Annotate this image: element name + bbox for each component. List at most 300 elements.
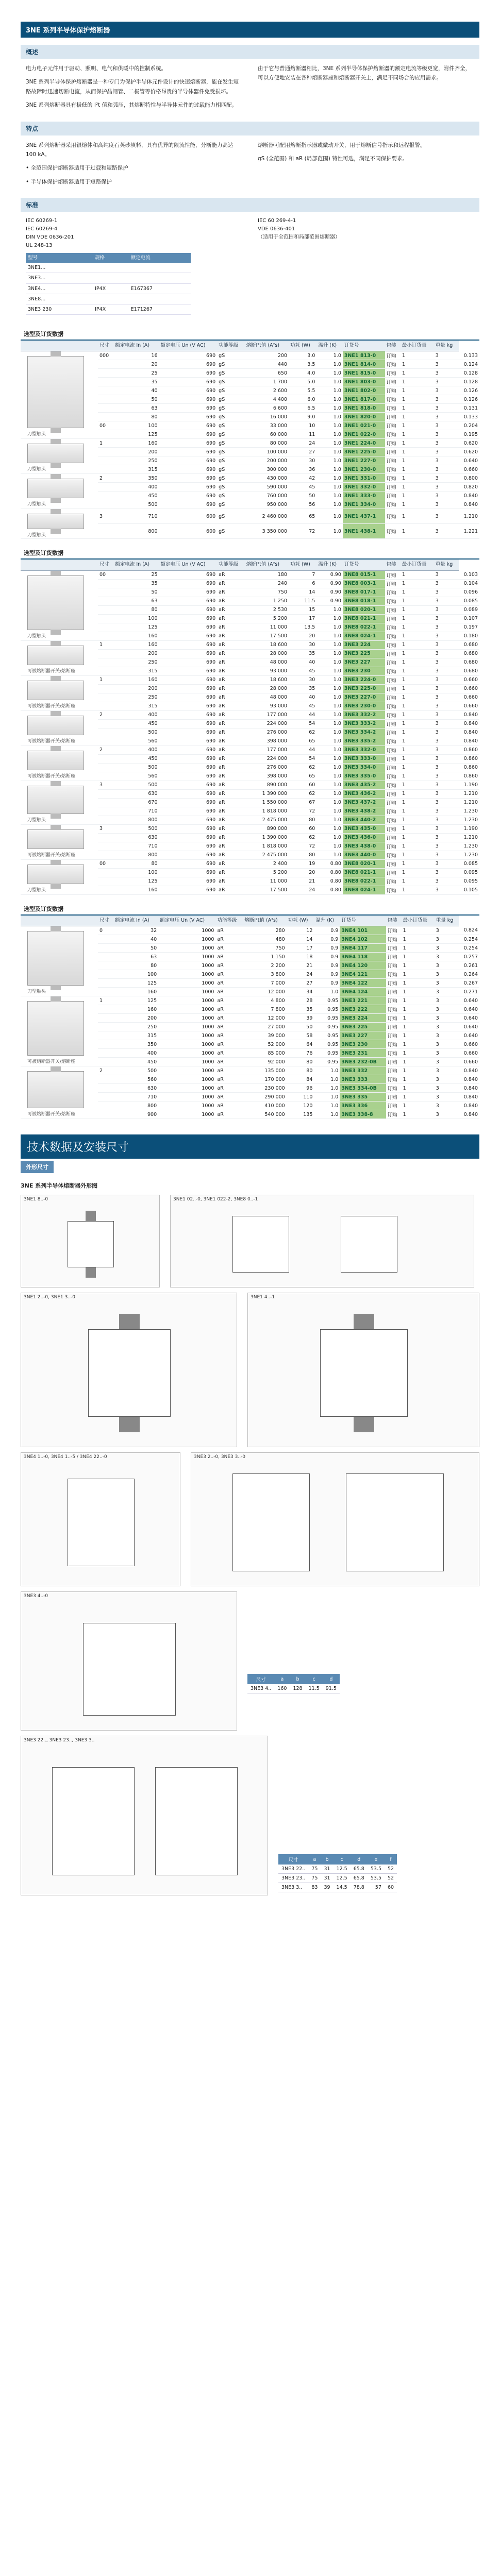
table-cell [98, 649, 113, 658]
table-cell: 0.660 [459, 465, 479, 474]
table-cell: 1 [401, 649, 434, 658]
table-cell: 7 [289, 570, 316, 579]
table-cell: 订购 [385, 772, 401, 781]
fuse-image [27, 751, 84, 770]
table-cell: 3 [435, 979, 459, 988]
drawing [191, 1452, 479, 1586]
table-cell: 1.0 [316, 386, 343, 395]
table-cell [98, 961, 113, 970]
table-cell: E171267 [129, 304, 191, 314]
table-cell: 400 [113, 483, 159, 492]
order-table-3 [21, 916, 479, 1119]
table-cell: gS [217, 524, 244, 539]
table-header: 功耗 (W) [289, 341, 316, 351]
table-cell: 订购 [385, 719, 401, 728]
table-cell: aR [217, 649, 244, 658]
header-row [247, 1674, 340, 1684]
table-cell: 0.80 [316, 868, 343, 877]
table-cell: 1 [401, 597, 434, 605]
table-cell: 35 [113, 579, 159, 588]
order-number: 3NE3 227 [340, 1031, 386, 1040]
table-header: b [321, 1854, 333, 1865]
table-cell [98, 935, 113, 944]
table-cell: 890 000 [245, 781, 289, 789]
table-cell: 690 [159, 605, 218, 614]
table-cell: 0.204 [459, 421, 479, 430]
table-cell: 11 000 [245, 877, 289, 886]
table-cell: 0.133 [459, 413, 479, 421]
table-header: 尺寸 [98, 341, 113, 351]
table-cell: 订购 [386, 1005, 402, 1014]
order-table-2-title: 选型及订货数据 [21, 547, 479, 560]
order-number: 3NE3 227 [343, 658, 385, 667]
table-cell: 0.9 [314, 944, 340, 953]
table-row [26, 263, 191, 273]
drawing-label: 3NE1 4..-1 [251, 1295, 275, 1300]
order-number: 3NE8 020-1 [343, 859, 385, 868]
table-cell: aR [215, 944, 243, 953]
table-cell: 1 [401, 816, 434, 824]
order-number: 3NE8 017-1 [343, 588, 385, 597]
table-cell: 630 [113, 1084, 158, 1093]
fuse-tab [119, 1314, 140, 1329]
drawing [21, 1452, 180, 1586]
table-cell: 690 [159, 378, 218, 386]
table-cell: 0.620 [459, 448, 479, 456]
table-cell: 0.271 [459, 988, 479, 996]
table-cell: 1 [401, 483, 434, 492]
table-cell: 订购 [386, 1084, 402, 1093]
table-cell: 1 [402, 1075, 435, 1084]
table-cell [98, 605, 113, 614]
table-cell: 1 [401, 492, 434, 500]
standards-section [21, 212, 479, 320]
table-cell: 0.131 [459, 404, 479, 413]
table-cell [98, 658, 113, 667]
table-cell [98, 1084, 113, 1093]
table-cell: 0.9 [314, 979, 340, 988]
product-image-cell [21, 570, 98, 640]
table-cell: 5.0 [289, 378, 316, 386]
table-cell: 1000 [158, 1031, 215, 1040]
table-cell: 订购 [385, 824, 401, 833]
table-cell: 12 000 [243, 1014, 287, 1023]
table-cell [98, 1049, 113, 1058]
table-cell: 690 [159, 588, 218, 597]
table-cell: 0.840 [459, 500, 479, 509]
table-row [247, 1684, 340, 1693]
table-cell: 14 [289, 588, 316, 597]
table-cell: 1 [402, 1084, 435, 1093]
table-cell: 6 [289, 579, 316, 588]
table-cell: 1000 [158, 988, 215, 996]
table-cell: 1.0 [316, 798, 343, 807]
image-col-header [21, 341, 98, 351]
order-number: 3NE1 332-0 [343, 483, 385, 492]
table-cell: 276 000 [245, 728, 289, 737]
table-cell: 280 [243, 926, 287, 935]
table-cell: 180 [245, 570, 289, 579]
table-cell: 18 [287, 953, 314, 961]
order-number: 3NE3 335-2 [343, 737, 385, 745]
table-cell: 12 000 [243, 988, 287, 996]
product-caption: 可被熔断器开关/熔断座 [27, 738, 76, 744]
table-cell: 0.620 [459, 439, 479, 448]
table-cell: 52 [385, 1865, 397, 1874]
standard-item: UL 248-13 [26, 243, 53, 248]
table-cell: aR [217, 632, 244, 640]
table-cell [98, 1075, 113, 1084]
table-cell: gS [217, 430, 244, 439]
order-number: 3NE1 818-0 [343, 404, 385, 413]
table-cell: 1000 [158, 935, 215, 944]
table-row [278, 1883, 397, 1892]
order-number: 3NE1 813-0 [343, 351, 385, 360]
table-cell: 1 [402, 1014, 435, 1023]
table-cell: 0.9 [314, 970, 340, 979]
order-number: 3NE8 024-1 [343, 632, 385, 640]
table-cell: 690 [159, 886, 218, 894]
table-header: 尺寸 [98, 560, 113, 570]
table-cell: 4.0 [289, 369, 316, 378]
table-cell: 250 [113, 456, 159, 465]
table-cell: 订购 [386, 1066, 402, 1075]
table-cell: 100 000 [245, 448, 289, 456]
table-cell: 1.0 [316, 509, 343, 524]
table-cell: 3 [434, 719, 459, 728]
table-cell: aR [217, 693, 244, 702]
table-cell: 300 000 [245, 465, 289, 474]
table-cell [98, 728, 113, 737]
table-cell: 1.0 [316, 702, 343, 710]
table-cell: 710 [113, 807, 159, 816]
table-cell: aR [217, 824, 244, 833]
table-cell: 12 [287, 926, 314, 935]
table-cell: 1 [401, 702, 434, 710]
table-cell: 3 [434, 675, 459, 684]
table-header: 订货号 [340, 916, 386, 926]
table-cell: 690 [159, 395, 218, 404]
table-cell: 75 [308, 1865, 321, 1874]
table-cell: 950 000 [245, 500, 289, 509]
table-cell: 0.840 [459, 728, 479, 737]
table-cell: aR [217, 710, 244, 719]
order-number: 3NE8 022-1 [343, 877, 385, 886]
table-cell: 45 [289, 702, 316, 710]
table-cell: 160 [274, 1684, 290, 1693]
table-cell: 1.0 [316, 404, 343, 413]
table-cell: 0.840 [459, 737, 479, 745]
product-image-cell [21, 745, 98, 781]
table-cell: 50 [113, 944, 158, 953]
table-cell: 3 [434, 413, 459, 421]
table-cell: 31 [321, 1874, 333, 1883]
table-cell: gS [217, 360, 244, 369]
table-cell: 1.0 [316, 439, 343, 448]
table-cell: 315 [113, 667, 159, 675]
table-cell: aR [215, 1023, 243, 1031]
table-cell: 1 [402, 996, 435, 1005]
table-cell: 1 [401, 448, 434, 456]
table-cell: 2 400 [245, 859, 289, 868]
table-cell: 1.0 [316, 667, 343, 675]
table-cell: 3.5 [289, 360, 316, 369]
table-cell: 315 [113, 1031, 158, 1040]
order-number: 3NE3 338-8 [340, 1110, 386, 1119]
standard-item: IEC 60 269-4-1 [258, 218, 296, 224]
drawing-label: 3NE1 2..-0, 3NE1 3..-0 [24, 1295, 76, 1300]
table-cell: 75 [308, 1874, 321, 1883]
fuse-tab [354, 1417, 374, 1432]
table-cell: 27 [287, 979, 314, 988]
table-cell: 订购 [385, 632, 401, 640]
table-cell: gS [217, 413, 244, 421]
table-cell: 1 [401, 851, 434, 859]
table-header: f [385, 1854, 397, 1865]
features-para: 3NE 系列熔断器采用银熔体和高纯度石英砂填料，具有优异的限流性能，分断能力高达 100 kA。 [26, 142, 234, 158]
table-cell: 1 [401, 772, 434, 781]
table-cell: 3 [435, 1031, 459, 1040]
table-cell: 3 [435, 1093, 459, 1101]
image-col-header [21, 560, 98, 570]
table-cell [93, 273, 129, 283]
table-cell: 3 [434, 430, 459, 439]
table-cell: 800 [113, 524, 159, 539]
table-cell: 3 [435, 1075, 459, 1084]
table-cell: 0.95 [314, 1058, 340, 1066]
table-cell: 7 800 [243, 1005, 287, 1014]
table-cell: aR [217, 728, 244, 737]
table-cell: 6 600 [245, 404, 289, 413]
table-cell: 0.680 [459, 640, 479, 649]
table-cell: 2 475 000 [245, 816, 289, 824]
table-cell: aR [217, 842, 244, 851]
table-cell: 3 [434, 448, 459, 456]
table-cell: 80 [113, 859, 159, 868]
drawing [21, 1591, 237, 1731]
product-caption: 刀型触头 [27, 502, 46, 507]
table-cell: 订购 [385, 492, 401, 500]
table-cell: 135 000 [243, 1066, 287, 1075]
table-cell: aR [215, 1005, 243, 1014]
table-cell [98, 807, 113, 816]
product-caption: 可被熔断器开关/熔断座 [27, 668, 76, 674]
table-cell: 230 000 [243, 1084, 287, 1093]
table-cell: 3 [434, 754, 459, 763]
standard-item: （适用于全范围和局部范围熔断器） [258, 234, 340, 240]
fuse-tab [86, 1267, 96, 1278]
drawing-row-2 [21, 1293, 479, 1447]
order-table-1 [21, 341, 479, 539]
product-image-cell [21, 1066, 98, 1119]
table-cell: aR [217, 702, 244, 710]
table-cell: 650 [245, 369, 289, 378]
order-number: 3NE8 024-1 [343, 886, 385, 894]
table-cell: 1000 [158, 1040, 215, 1049]
table-header: 额定电压 Un (V AC) [158, 916, 215, 926]
features-para: 熔断器可配用熔断指示器或微动开关，用于熔断信号指示和远程报警。 [258, 142, 426, 148]
drawing [21, 1293, 237, 1447]
table-cell: 1.0 [316, 824, 343, 833]
table-cell: 10 [289, 421, 316, 430]
table-header: 重量 kg [435, 916, 459, 926]
table-cell [98, 693, 113, 702]
fuse-outline [232, 1216, 289, 1273]
table-cell: 690 [159, 719, 218, 728]
table-cell: 1000 [158, 1075, 215, 1084]
order-number: 3NE4 124 [340, 988, 386, 996]
product-image-cell [21, 824, 98, 859]
table-cell: 80 000 [245, 439, 289, 448]
table-cell: 1.210 [459, 509, 479, 524]
table-row [26, 283, 191, 294]
table-cell: 224 000 [245, 719, 289, 728]
overview-section [21, 59, 479, 114]
table-cell: 订购 [385, 851, 401, 859]
table-cell: 1 [401, 859, 434, 868]
table-cell: 0.80 [316, 886, 343, 894]
table-cell: 0.95 [314, 996, 340, 1005]
table-cell: 750 [243, 944, 287, 953]
table-cell: 160 [113, 886, 159, 894]
table-header: 温升 (K) [316, 560, 343, 570]
table-cell: 315 [113, 702, 159, 710]
order-number: 3NE3 336 [340, 1101, 386, 1110]
table-cell: 160 [113, 988, 158, 996]
table-cell: 690 [159, 833, 218, 842]
table-cell: 17 [289, 614, 316, 623]
table-cell: 60 [289, 781, 316, 789]
table-cell: 690 [159, 816, 218, 824]
table-cell [98, 1005, 113, 1014]
table-cell: 65.8 [351, 1865, 368, 1874]
table-row [21, 710, 479, 719]
table-row [21, 824, 479, 833]
order-number: 3NE3 437-2 [343, 798, 385, 807]
table-cell: 690 [159, 693, 218, 702]
table-cell: 0.089 [459, 605, 479, 614]
order-number: 3NE3 332 [340, 1066, 386, 1075]
table-cell: 5.5 [289, 386, 316, 395]
table-cell: 3 [435, 1101, 459, 1110]
table-cell: 690 [159, 351, 218, 360]
table-cell: 1.0 [316, 640, 343, 649]
table-cell: 1000 [158, 926, 215, 935]
table-cell: 1.0 [316, 833, 343, 842]
fuse-image [27, 646, 84, 665]
table-cell: 0.660 [459, 693, 479, 702]
table-cell: 3 [434, 465, 459, 474]
table-cell: 3 [434, 395, 459, 404]
table-cell: 0 [98, 926, 113, 935]
table-cell [98, 448, 113, 456]
table-cell: 31 [321, 1865, 333, 1874]
table-cell: 125 [113, 877, 159, 886]
table-cell: 1.0 [316, 430, 343, 439]
table-cell: 3 [434, 824, 459, 833]
table-cell: 250 [113, 658, 159, 667]
table-cell: 1 [401, 807, 434, 816]
fuse-image [27, 1071, 84, 1108]
table-cell: 160 [113, 632, 159, 640]
table-cell: 3 [434, 605, 459, 614]
table-cell: aR [217, 597, 244, 605]
drawing-label: 3NE1 02..-0, 3NE1 022-2, 3NE8 0..-1 [173, 1197, 258, 1202]
table-cell: 0.95 [314, 1023, 340, 1031]
product-caption: 刀型触头 [27, 989, 46, 995]
table-cell: 1 [401, 430, 434, 439]
table-header: 最小订货量 [401, 560, 434, 570]
table-cell: 1 [402, 1058, 435, 1066]
table-cell: gS [217, 386, 244, 395]
table-cell: 48 000 [245, 693, 289, 702]
table-cell: 315 [113, 465, 159, 474]
table-cell: 订购 [385, 439, 401, 448]
table-cell: 84 [287, 1075, 314, 1084]
table-cell: 690 [159, 675, 218, 684]
order-number: 3NE3 334-0 [343, 763, 385, 772]
table-cell: 3 [435, 1049, 459, 1058]
table-cell: 订购 [386, 944, 402, 953]
header-row [21, 916, 479, 926]
table-cell: gS [217, 483, 244, 492]
table-cell: 订购 [385, 605, 401, 614]
order-number: 3NE3 225 [340, 1023, 386, 1031]
table-cell: aR [217, 640, 244, 649]
table-cell: 1 [402, 935, 435, 944]
table-cell: 订购 [385, 640, 401, 649]
table-cell: 100 [113, 868, 159, 877]
table-cell: 17 [287, 944, 314, 953]
table-cell: 0.840 [459, 1066, 479, 1075]
order-number: 3NE3 335-0 [343, 772, 385, 781]
table-cell: 3 [435, 1066, 459, 1075]
table-cell [98, 430, 113, 439]
table-cell: 订购 [386, 1101, 402, 1110]
table-cell: 订购 [385, 886, 401, 894]
table-header: a [308, 1854, 321, 1865]
table-cell: 53.5 [368, 1874, 385, 1883]
table-header: 额定电流 [129, 253, 191, 263]
table-cell: 1.0 [314, 1101, 340, 1110]
table-cell: 0.95 [314, 1005, 340, 1014]
table-header: 包装 [385, 560, 401, 570]
table-cell: 1.0 [316, 728, 343, 737]
table-cell [98, 614, 113, 623]
table-cell: 00 [98, 859, 113, 868]
table-header: 功能等级 [217, 341, 244, 351]
table-cell: 3 [434, 798, 459, 807]
drawing-label: 3NE1 8..-0 [24, 1197, 48, 1202]
table-cell [98, 1014, 113, 1023]
order-number: 3NE8 020-1 [343, 605, 385, 614]
table-cell: 1.0 [316, 763, 343, 772]
table-cell: 24 [287, 970, 314, 979]
overview-para: 电力电子元件用于驱动、照明、电气和供暖中的控制系统。 [26, 65, 166, 72]
table-cell: 290 000 [243, 1093, 287, 1101]
table-cell [129, 273, 191, 283]
table-cell: 128 [290, 1684, 305, 1693]
order-number: 3NE1 331-0 [343, 474, 385, 483]
table-cell [98, 842, 113, 851]
table-cell: 3 [434, 702, 459, 710]
table-cell: 3 [434, 833, 459, 842]
order-number: 3NE4 118 [340, 953, 386, 961]
table-cell: 订购 [385, 579, 401, 588]
overview-para: 3NE 系列熔断器具有极低的 I²t 值和弧压，其熔断特性与半导体元件的过载能力相匹配。 [26, 102, 238, 109]
table-cell: 0.085 [459, 859, 479, 868]
table-cell: 3 [434, 745, 459, 754]
